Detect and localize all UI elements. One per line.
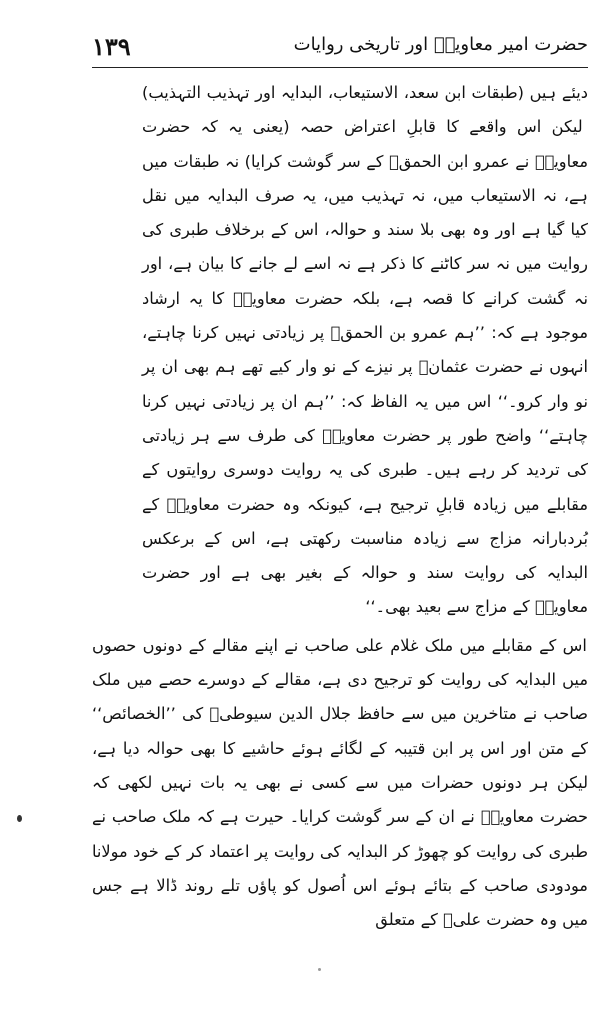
header-rule bbox=[92, 67, 588, 68]
quote-line: الحمقؓ پر زیادتی نہیں کرنا چاہتے، انہوں نے حضرت عثمانؓ پر نیزے bbox=[142, 323, 588, 377]
quote-line: ان پر زیادتی نہیں کرنا چاہتے‘‘ واضح طور پر حضرت معاویہؓ کی طرف bbox=[142, 391, 589, 445]
block-quote bbox=[142, 76, 588, 625]
paragraph-line: میں البدایہ کی روایت کو ترجیح دی ہے، مقالے کے دوسرے حصے میں ملک صاحب نے bbox=[92, 670, 588, 724]
running-title: حضرت امیر معاویہؓ اور تاریخی روایات bbox=[293, 34, 588, 55]
quote-line: الاستیعاب میں، نہ تہذیب میں، یہ صرف البدایہ میں نقل کیا گیا ہے bbox=[142, 185, 589, 240]
paragraph-line: متاخرین میں سے حافظ جلال الدین سیوطیؒ کی ’’الخصائص‘‘ کے متن اور اس پر ابن قتیبہ bbox=[92, 704, 588, 758]
quote-line: برعکس البدایہ کی روایت سند و حوالہ کے بغیر بھی ہے اور حضرت معاویہؓ bbox=[142, 528, 588, 617]
scan-speck bbox=[318, 968, 321, 971]
quote-line: اور وہ بھی بلا سند و حوالہ، اس کے برخلاف طبری کی روایت میں نہ سر bbox=[142, 220, 588, 274]
quote-line: روایتوں کے مقابلے میں زیادہ قابلِ ترجیح ہے، کیونکہ وہ حضرت bbox=[142, 460, 588, 514]
paragraph-line: اس کے مقابلے میں ملک غلام علی صاحب نے اپنے مقالے کے دونوں حصوں bbox=[92, 635, 587, 655]
quote-line: التہذیب) لیکن اس واقعے کا قابلِ اعتراض حصہ (یعنی یہ کہ حضرت bbox=[142, 83, 583, 137]
page-header bbox=[92, 28, 588, 68]
quote-line: کے مزاج سے بعید بھی۔‘‘ bbox=[365, 597, 530, 617]
scan-speck bbox=[17, 815, 22, 822]
quote-line: سے ہر زیادتی کی تردید کر رہے ہیں۔ طبری کی یہ روایت دوسری bbox=[142, 425, 589, 480]
paragraph-line: کے لگائے ہوئے حاشیے کا بھی حوالہ دیا ہے، لیکن ہر دونوں حضرات میں سے کسی نے بھی یہ bbox=[92, 738, 588, 792]
body-text bbox=[92, 76, 588, 937]
paragraph-line: بات نہیں لکھی کہ حضرت معاویہؓ نے ان کے سر گوشت کرایا۔ حیرت ہے کہ ملک صاحب bbox=[92, 772, 588, 827]
quote-line: دیئے ہیں (طبقات ابن سعد، الاستیعاب، البدایہ اور تہذیب bbox=[201, 83, 588, 102]
quote-line: معاویہؓ نے عمرو ابن الحمقؓ کے سر گوشت کرایا) نہ طبقات میں ہے، نہ bbox=[142, 151, 588, 205]
paragraph-line: کے بتائے ہوئے اس اُصول کو پاؤں تلے روند ڈالا ہے جس میں وہ حضرت علیؓ کے متعلق bbox=[92, 875, 588, 930]
quote-line: کا قصہ ہے، بلکہ حضرت معاویہؓ کا یہ ارشاد موجود ہے کہ: ’’ہم عمرو بن bbox=[142, 288, 588, 343]
paragraph-line: نے طبری کی روایت کو چھوڑ کر البدایہ کی روایت پر اعتماد کر کے خود مولانا مودودی صاحب bbox=[92, 807, 588, 895]
quote-line: کاٹنے کا ذکر ہے نہ اسے لے جانے کا بیان ہے، اور نہ گشت کرانے bbox=[142, 254, 588, 308]
quote-line: کے نو وار کیے تھے ہم بھی ان پر نو وار کرو۔‘‘ اس میں یہ الفاظ کہ: ’’ہم bbox=[142, 357, 588, 411]
body-paragraph bbox=[92, 629, 588, 938]
quote-line: معاویہؓ کے بُردبارانہ مزاج سے زیادہ مناسبت رکھتی ہے، اس کے bbox=[142, 494, 588, 548]
page-number: ۱۳۹ bbox=[92, 32, 131, 61]
